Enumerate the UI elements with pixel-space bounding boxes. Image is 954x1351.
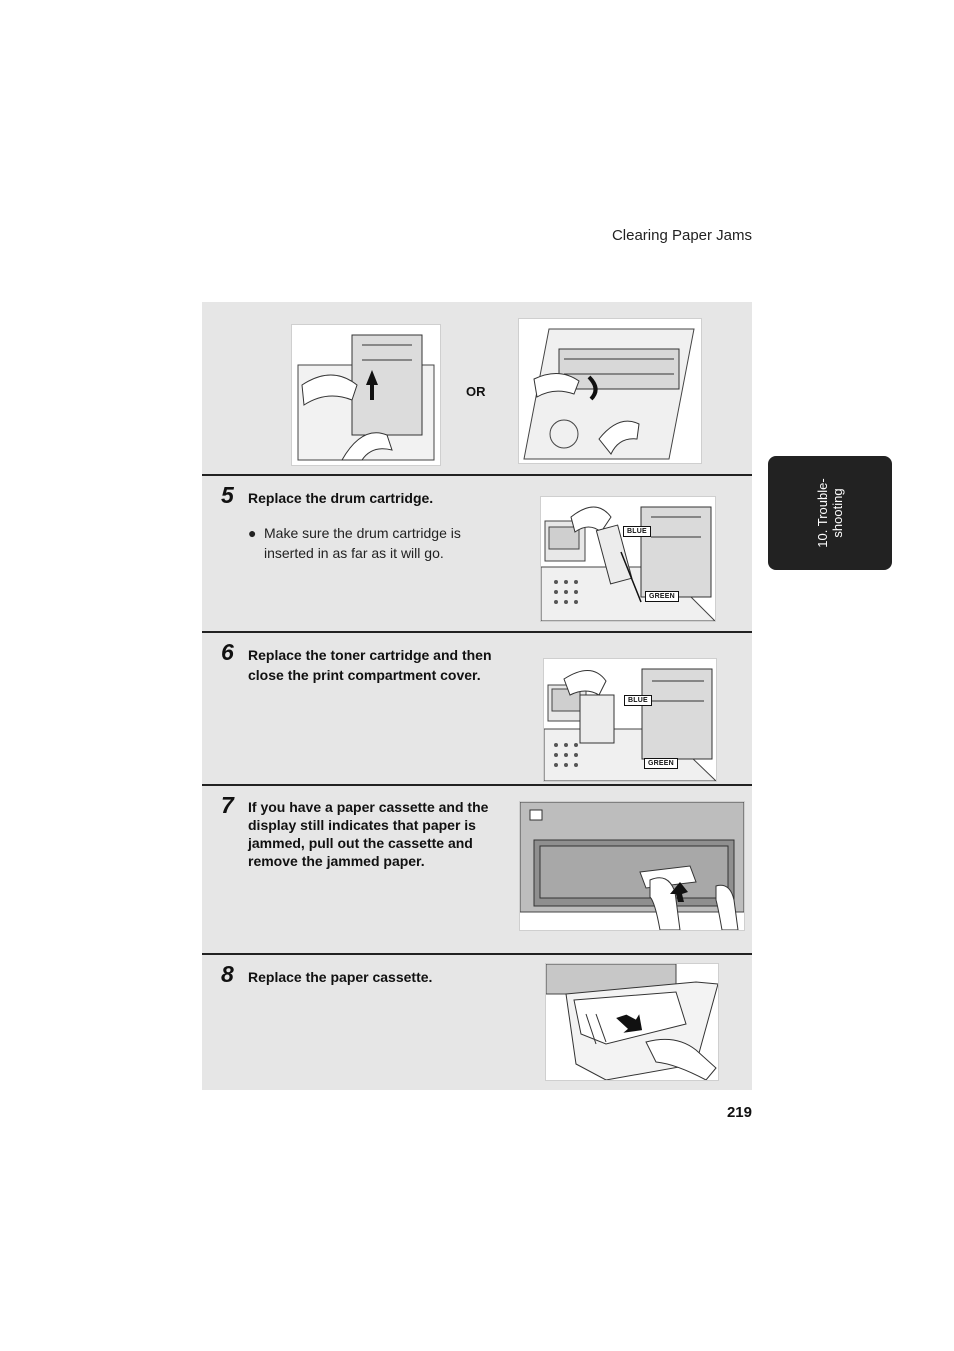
chapter-tab-line: shooting — [830, 488, 845, 538]
step-number-6: 6 — [221, 639, 234, 665]
step-7-line: jammed, pull out the cassette and — [248, 835, 473, 851]
step-number-8: 8 — [221, 961, 234, 987]
step-6-text — [248, 645, 518, 685]
step-8-line: Replace the paper cassette. — [248, 969, 433, 985]
step-5-bullet-line: inserted in as far as it will go. — [264, 545, 444, 561]
step-number-7: 7 — [221, 792, 234, 818]
step-6-line: Replace the toner cartridge and then — [248, 647, 492, 663]
step-7-line: If you have a paper cassette and the — [248, 799, 489, 815]
step-8-text — [248, 967, 508, 987]
chapter-tab-label — [815, 478, 845, 547]
divider-step8 — [202, 953, 752, 955]
illustration-rotate-drum — [518, 318, 702, 464]
page-number: 219 — [726, 1104, 752, 1121]
label-green: GREEN — [644, 758, 678, 769]
illustration-replace-cassette — [545, 963, 719, 1081]
chapter-tab-line: 10. Trouble- — [815, 478, 830, 548]
section-title: Clearing Paper Jams — [611, 227, 752, 244]
label-green: GREEN — [645, 591, 679, 602]
illustration-insert-drum — [540, 496, 716, 622]
step-5-bullet-line: Make sure the drum cartridge is — [264, 525, 461, 541]
illustration-lift-drum — [291, 324, 441, 466]
illustration-remove-jam — [519, 801, 745, 931]
step-5-text — [248, 488, 508, 508]
illustration-insert-toner — [543, 658, 717, 782]
step-7-line: display still indicates that paper is — [248, 817, 476, 833]
label-blue: BLUE — [624, 695, 652, 706]
step-7-line: remove the jammed paper. — [248, 853, 425, 869]
instruction-panel — [202, 302, 752, 1090]
or-label: OR — [466, 384, 486, 399]
divider-step6 — [202, 631, 752, 633]
divider-step5 — [202, 474, 752, 476]
chapter-tab — [768, 456, 892, 570]
step-5-line: Replace the drum cartridge. — [248, 490, 434, 506]
step-number-5: 5 — [221, 482, 234, 508]
step-5-bullet — [248, 523, 504, 563]
label-blue: BLUE — [623, 526, 651, 537]
step-7-text — [248, 798, 518, 870]
divider-step7 — [202, 784, 752, 786]
step-6-line: close the print compartment cover. — [248, 667, 481, 683]
bullet-dot: ● — [248, 525, 257, 541]
